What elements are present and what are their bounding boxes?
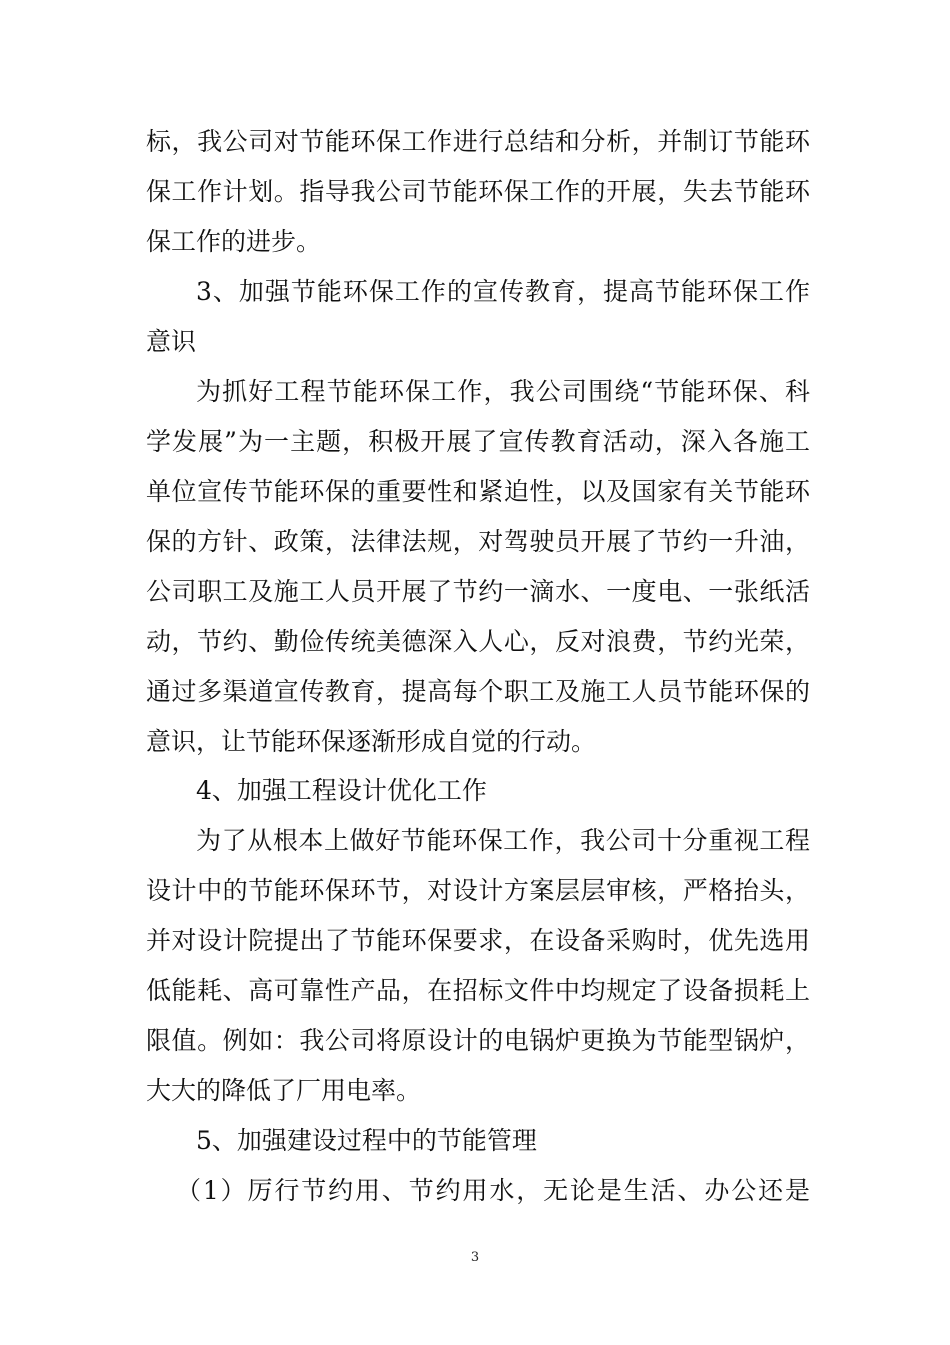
text-line-1: 标，我公司对节能环保工作进行总结和分析，并制订节能环: [146, 127, 810, 156]
text-line-10: 公司职工及施工人员开展了节约一滴水、一度电、一张纸活: [146, 577, 810, 606]
text-line-11: 动，节约、勤俭传统美德深入人心，反对浪费，节约光荣，: [146, 627, 810, 656]
text-line-18: 低能耗、高可靠性产品，在招标文件中均规定了设备损耗上: [146, 976, 810, 1005]
text-line-3: 保工作的进步。: [146, 227, 322, 256]
text-line-9: 保的方针、政策，法律法规，对驾驶员开展了节约一升油，: [146, 527, 810, 556]
text-line-6: 为抓好工程节能环保工作，我公司围绕“节能环保、科: [196, 377, 810, 406]
section-heading-4: 4、加强工程设计优化工作: [196, 776, 487, 805]
text-line-12: 通过多渠道宣传教育，提高每个职工及施工人员节能环保的: [146, 677, 810, 706]
text-line-22: （1）厉行节约用、节约用水，无论是生活、办公还是: [176, 1176, 810, 1205]
section-heading-3-continued: 意识: [146, 327, 197, 356]
text-line-16: 设计中的节能环保环节，对设计方案层层审核，严格抬头，: [146, 876, 810, 905]
section-heading-5: 5、加强建设过程中的节能管理: [196, 1126, 537, 1155]
text-line-13: 意识，让节能环保逐渐形成自觉的行动。: [146, 727, 597, 756]
text-line-8: 单位宣传节能环保的重要性和紧迫性，以及国家有关节能环: [146, 477, 810, 506]
section-heading-3: 3、加强节能环保工作的宣传教育，提高节能环保工作: [196, 277, 810, 306]
text-line-17: 并对设计院提出了节能环保要求，在设备采购时，优先选用: [146, 926, 810, 955]
text-line-7: 学发展”为一主题，积极开展了宣传教育活动，深入各施工: [146, 427, 810, 456]
text-line-2: 保工作计划。指导我公司节能环保工作的开展，失去节能环: [146, 177, 810, 206]
text-line-15: 为了从根本上做好节能环保工作，我公司十分重视工程: [196, 826, 810, 855]
text-line-19: 限值。例如：我公司将原设计的电锅炉更换为节能型锅炉，: [146, 1026, 810, 1055]
page-number: 3: [470, 1250, 480, 1265]
text-line-20: 大大的降低了厂用电率。: [146, 1076, 422, 1105]
